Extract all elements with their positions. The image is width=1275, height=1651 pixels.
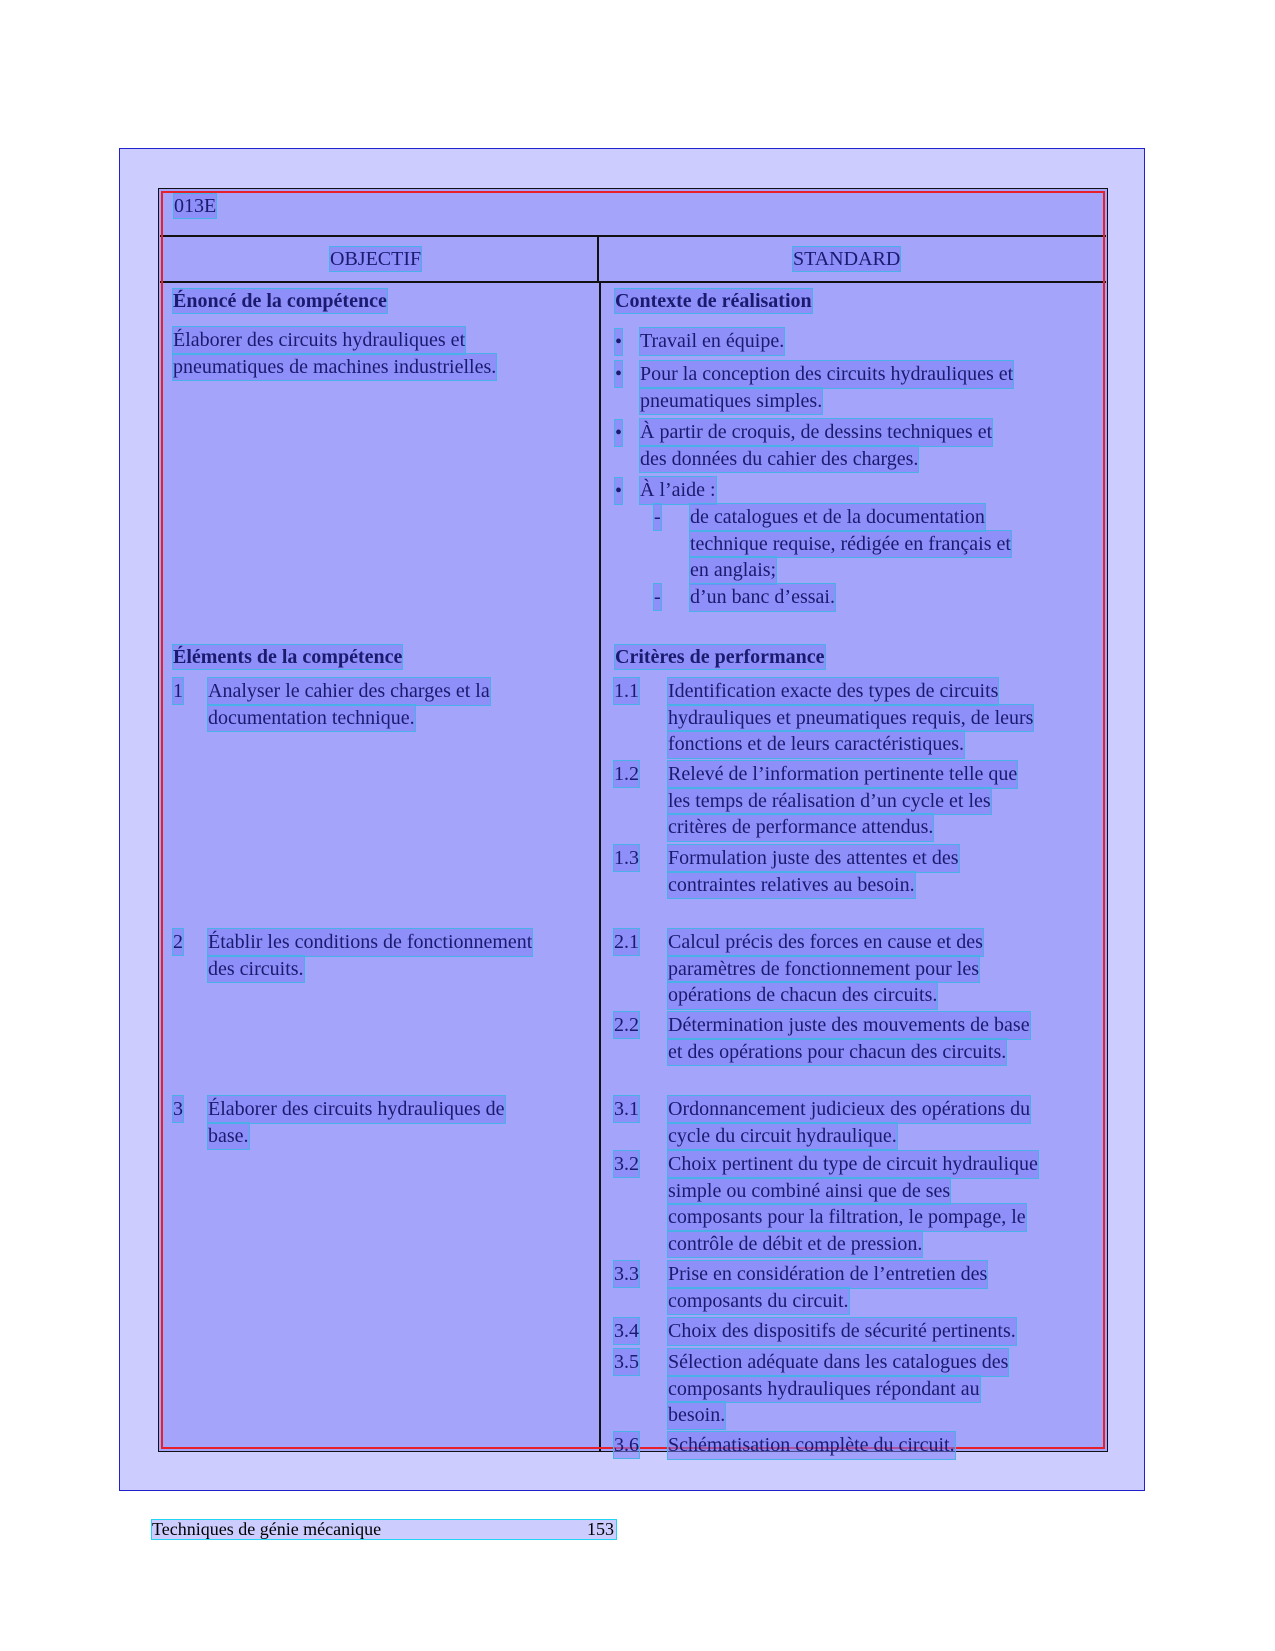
context-subitem — [690, 584, 835, 611]
element-line: des circuits. — [208, 956, 304, 983]
context-item — [640, 361, 1013, 414]
element-number: 2 — [173, 931, 183, 953]
criterion-text — [668, 929, 983, 1009]
context-item — [640, 419, 992, 472]
bullet-icon: • — [615, 422, 623, 444]
criterion-text — [668, 1261, 987, 1314]
context-subline: d’un banc d’essai. — [690, 584, 835, 611]
criterion-line: composants du circuit. — [668, 1288, 849, 1315]
criterion-number: 3.3 — [614, 1263, 639, 1285]
element-line: documentation technique. — [208, 705, 415, 732]
page-number: 153 — [587, 1519, 614, 1539]
criterion-line: Relevé de l’information pertinente telle que — [668, 761, 1017, 788]
context-subline: de catalogues et de la documentation — [690, 504, 985, 531]
criterion-text — [668, 1012, 1030, 1065]
criterion-number: 1.1 — [614, 680, 639, 702]
context-line: À l’aide : — [640, 477, 716, 504]
element-text — [208, 678, 490, 731]
right-heading-criteres: Critères de performance — [615, 646, 825, 668]
criterion-line: et des opérations pour chacun des circuits. — [668, 1039, 1006, 1066]
context-line: Travail en équipe. — [640, 328, 784, 355]
bullet-icon: • — [615, 480, 623, 502]
table-divider — [160, 281, 1106, 283]
dash-icon: - — [654, 506, 661, 528]
context-line: Pour la conception des circuits hydrauliques et — [640, 361, 1013, 388]
element-line: Élaborer des circuits hydrauliques de — [208, 1096, 505, 1123]
element-text — [208, 1096, 505, 1149]
criterion-number: 3.4 — [614, 1320, 639, 1342]
bullet-icon: • — [615, 363, 623, 385]
criterion-line: les temps de réalisation d’un cycle et les — [668, 788, 991, 815]
criterion-text — [668, 1318, 1016, 1345]
context-line: des données du cahier des charges. — [640, 446, 918, 473]
criterion-text — [668, 1432, 955, 1459]
criterion-line: composants hydrauliques répondant au — [668, 1376, 980, 1403]
context-subline: en anglais; — [690, 557, 776, 584]
element-line: Analyser le cahier des charges et la — [208, 678, 490, 705]
criterion-number: 2.2 — [614, 1014, 639, 1036]
criterion-line: Sélection adéquate dans les catalogues des — [668, 1349, 1008, 1376]
element-line: Établir les conditions de fonctionnement — [208, 929, 532, 956]
criterion-line: Choix pertinent du type de circuit hydraulique — [668, 1151, 1038, 1178]
criterion-number: 1.3 — [614, 847, 639, 869]
footer-title: Techniques de génie mécanique — [152, 1519, 382, 1539]
page-footer — [152, 1520, 616, 1539]
context-subline: technique requise, rédigée en français et — [690, 531, 1011, 558]
criterion-line: contrôle de débit et de pression. — [668, 1231, 922, 1258]
criterion-line: Schématisation complète du circuit. — [668, 1432, 955, 1459]
context-subitem — [690, 504, 1011, 584]
context-line: À partir de croquis, de dessins techniques et — [640, 419, 992, 446]
criterion-text — [668, 845, 959, 898]
criterion-line: simple ou combiné ainsi que de ses — [668, 1178, 950, 1205]
criterion-line: Identification exacte des types de circuits — [668, 678, 998, 705]
criterion-line: Ordonnancement judicieux des opérations du — [668, 1096, 1030, 1123]
criterion-text — [668, 1096, 1030, 1149]
header-divider — [597, 236, 599, 282]
element-line: base. — [208, 1123, 249, 1150]
criterion-number: 3.1 — [614, 1098, 639, 1120]
dash-icon: - — [654, 586, 661, 608]
criterion-text — [668, 1349, 1008, 1429]
criterion-text — [668, 678, 1033, 758]
criterion-line: Formulation juste des attentes et des — [668, 845, 959, 872]
competence-statement — [173, 327, 496, 380]
criterion-text — [668, 761, 1017, 841]
table-divider — [160, 235, 1106, 237]
bullet-icon: • — [615, 331, 623, 353]
criterion-text — [668, 1151, 1038, 1257]
element-text — [208, 929, 532, 982]
competence-code: 013E — [174, 195, 217, 217]
criterion-number: 2.1 — [614, 931, 639, 953]
criterion-line: fonctions et de leurs caractéristiques. — [668, 731, 964, 758]
criterion-line: besoin. — [668, 1402, 725, 1429]
criterion-line: opérations de chacun des circuits. — [668, 982, 937, 1009]
context-item — [640, 477, 716, 504]
header-standard: STANDARD — [793, 248, 901, 270]
context-line: pneumatiques simples. — [640, 388, 822, 415]
statement-line: pneumatiques de machines industrielles. — [173, 354, 496, 381]
criterion-number: 3.5 — [614, 1351, 639, 1373]
criterion-line: Choix des dispositifs de sécurité pertinents. — [668, 1318, 1016, 1345]
criterion-number: 3.6 — [614, 1434, 639, 1456]
right-heading-contexte: Contexte de réalisation — [615, 290, 812, 312]
criterion-line: Calcul précis des forces en cause et des — [668, 929, 983, 956]
context-item — [640, 328, 784, 355]
header-objectif: OBJECTIF — [330, 248, 422, 270]
left-heading-elements: Éléments de la compétence — [173, 646, 403, 668]
criterion-line: Détermination juste des mouvements de base — [668, 1012, 1030, 1039]
criterion-line: paramètres de fonctionnement pour les — [668, 956, 979, 983]
criterion-line: contraintes relatives au besoin. — [668, 872, 915, 899]
element-number: 1 — [173, 680, 183, 702]
statement-line: Élaborer des circuits hydrauliques et — [173, 327, 465, 354]
criterion-line: cycle du circuit hydraulique. — [668, 1123, 897, 1150]
left-heading-enonce: Énoncé de la compétence — [173, 290, 387, 312]
criterion-line: hydrauliques et pneumatiques requis, de leurs — [668, 705, 1033, 732]
criterion-line: critères de performance attendus. — [668, 814, 933, 841]
criterion-line: Prise en considération de l’entretien des — [668, 1261, 987, 1288]
criterion-number: 3.2 — [614, 1153, 639, 1175]
criterion-line: composants pour la filtration, le pompage, le — [668, 1204, 1026, 1231]
element-number: 3 — [173, 1098, 183, 1120]
criterion-number: 1.2 — [614, 763, 639, 785]
column-divider — [599, 282, 601, 1452]
